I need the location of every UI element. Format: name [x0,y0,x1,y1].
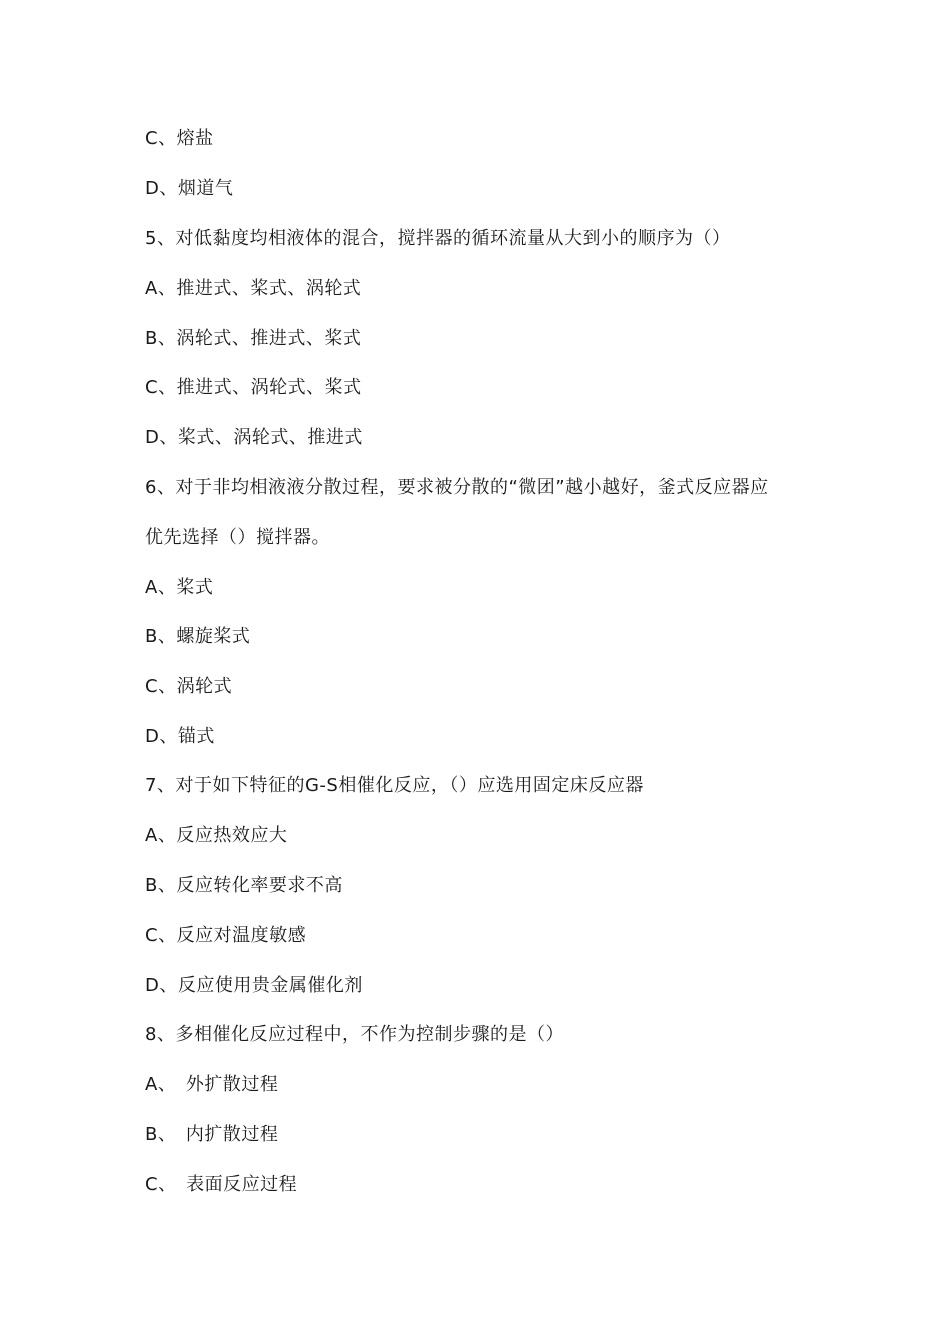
question-6-option-c: C、涡轮式 [145,676,233,697]
question-8: 8、多相催化反应过程中，不作为控制步骤的是（） [145,1024,564,1045]
question-7-option-c: C、反应对温度敏感 [145,925,307,946]
question-8-option-c: C、 表面反应过程 [145,1174,298,1195]
question-5-option-b: B、涡轮式、推进式、桨式 [145,328,362,349]
question-6-option-d: D、锚式 [145,726,215,747]
question-6-line-2: 优先选择（）搅拌器。 [145,527,330,548]
question-7-option-a: A、反应热效应大 [145,825,288,846]
question-7-option-d: D、反应使用贵金属催化剂 [145,975,363,996]
question-5-option-c: C、推进式、涡轮式、桨式 [145,377,362,398]
question-6-option-b: B、螺旋桨式 [145,626,251,647]
question-8-option-a: A、 外扩散过程 [145,1074,279,1095]
question-7: 7、对于如下特征的G-S相催化反应，（）应选用固定床反应器 [145,775,644,796]
question-6-option-a: A、桨式 [145,577,214,598]
question-7-option-b: B、反应转化率要求不高 [145,875,343,896]
question-8-option-b: B、 内扩散过程 [145,1124,279,1145]
question-5-option-a: A、推进式、桨式、涡轮式 [145,278,362,299]
option-c-molten-salt: C、熔盐 [145,128,214,149]
question-5: 5、对低黏度均相液体的混合，搅拌器的循环流量从大到小的顺序为（） [145,228,731,249]
option-d-flue-gas: D、烟道气 [145,178,234,199]
question-6-line-1: 6、对于非均相液液分散过程，要求被分散的“微团”越小越好，釜式反应器应 [145,477,769,498]
question-5-option-d: D、桨式、涡轮式、推进式 [145,427,363,448]
